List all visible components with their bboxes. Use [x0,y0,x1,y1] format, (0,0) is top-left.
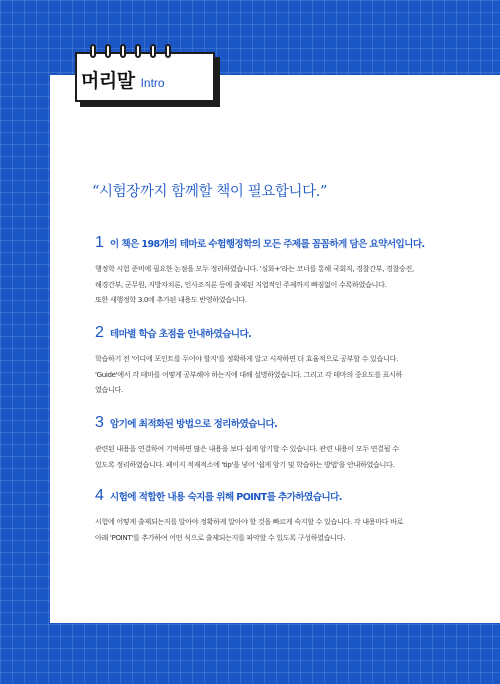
ring-icon [90,44,96,58]
section-body [95,514,455,545]
section-heading [95,414,455,432]
headline-quote: “시험장까지 함께할 책이 필요합니다.” [92,184,327,200]
section-body [95,351,455,398]
section-number: 4 [95,487,104,504]
ring-icon [135,44,141,58]
ring-icon [165,44,171,58]
section-body [95,441,455,472]
body-line: 또한 새행정학 3.0에 추가된 내용도 반영하였습니다. [95,295,247,304]
section-4 [95,487,455,545]
section-title: 시험에 적합한 내용 숙지를 위해 POINT를 추가하였습니다. [109,492,342,503]
body-line: 관련된 내용을 연결하여 기억하면 많은 내용을 보다 쉽게 암기할 수 있습니다. 관련 내용이 모두 연결될 수 [95,444,399,453]
body-line: 있도록 정리하였습니다. 페이지 적재적소에 'tip'을 넣어 '쉽게 암기 및 학습하는 방법'을 안내하였습니다. [95,459,395,469]
section-number: 2 [95,324,104,341]
section-title: 테마별 학습 초점을 안내하였습니다. [109,329,252,340]
section-title: 암기에 최적화된 방법으로 정리하였습니다. [109,419,278,430]
body-line: 'Guide'에서 각 테마를 어떻게 공부해야 하는지에 대해 설명하였습니다. 그리고 각 테마의 중요도를 표시하 [95,369,403,379]
ring-icon [150,44,156,58]
page-title-korean: 머리말 [81,70,135,92]
section-number: 3 [95,414,104,431]
page-title [81,66,165,93]
section-2 [95,324,455,398]
section-heading [95,234,455,252]
section-body [95,261,455,308]
section-number: 1 [95,234,104,251]
body-line: 학습하기 전 '어디에 포인트를 두어야 할지'를 정확하게 알고 시작하면 더 효율적으로 공부할 수 있습니다. [95,354,398,363]
body-line: 였습니다. [95,385,123,394]
section-heading [95,487,455,505]
body-line: 행정학 시험 준비에 필요한 논점을 모두 정리하였습니다. '심화+'라는 코너를 통해 국회직, 경찰간부, 경찰승진, [95,264,414,273]
section-1 [95,234,455,308]
page-title-english: Intro [140,76,165,90]
section-3 [95,414,455,472]
body-line: 시험에 어떻게 출제되는지를 알아야 정확하게 알아야 할 것을 빠르게 숙지할 수 있습니다. 각 내용마다 바로 [95,517,404,526]
binder-rings [90,44,171,58]
section-title: 이 책은 198개의 테마로 수험행정학의 모든 주제를 꼼꼼하게 담은 요약서입니다. [109,239,425,250]
ring-icon [105,44,111,58]
ring-icon [120,44,126,58]
section-heading [95,324,455,342]
body-line: 아래 'POINT'를 추가하여 어떤 식으로 출제되는지를 파악할 수 있도록 구성하였습니다. [95,532,346,542]
body-line: 해경간부, 군무원, 지방자치론, 인사조직론 등에 출제된 지엽적인 주제까지 빠짐없이 수록하였습니다. [95,279,387,289]
